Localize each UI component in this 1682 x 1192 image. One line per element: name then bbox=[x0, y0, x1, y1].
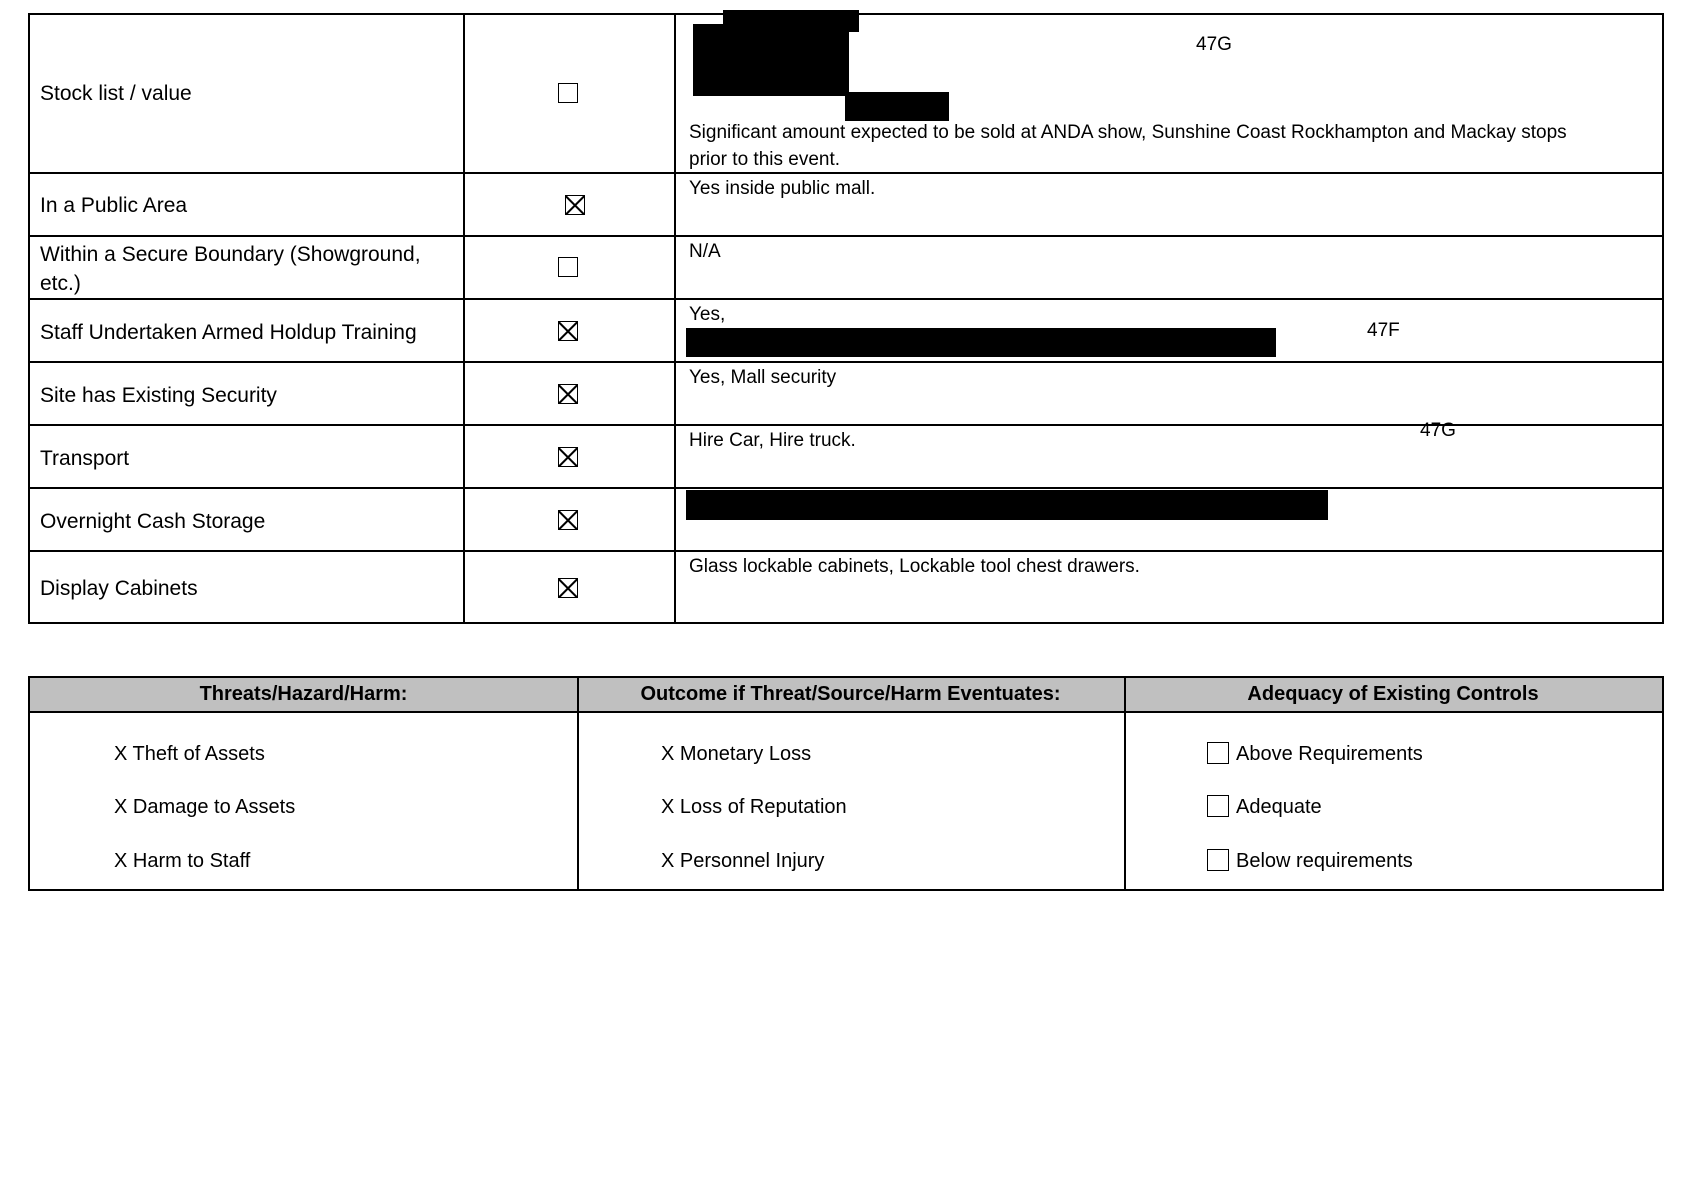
checkbox-below-requirements[interactable] bbox=[1207, 849, 1229, 871]
redaction-block bbox=[686, 328, 1276, 357]
row-divider bbox=[28, 235, 1664, 237]
outcome-item: X Personnel Injury bbox=[661, 850, 825, 872]
row-note-transport: Hire Car, Hire truck. bbox=[689, 430, 856, 451]
row-note-stock-list-line1: Significant amount expected to be sold at ANDA show, Sunshine Coast Rockhampton and Mackay stops bbox=[689, 122, 1567, 143]
row-note-public-area: Yes inside public mall. bbox=[689, 178, 876, 199]
checkbox-above-requirements[interactable] bbox=[1207, 742, 1229, 764]
row-divider bbox=[28, 487, 1664, 489]
checkbox-secure-boundary[interactable] bbox=[558, 257, 578, 277]
row-divider bbox=[28, 361, 1664, 363]
header-adequacy: Adequacy of Existing Controls bbox=[1247, 683, 1539, 705]
column-divider bbox=[1124, 678, 1126, 889]
risk-assessment-table bbox=[28, 676, 1664, 891]
outcome-item: X Loss of Reputation bbox=[661, 796, 847, 818]
exemption-code-47f: 47F bbox=[1367, 320, 1400, 341]
control-label-above-requirements: Above Requirements bbox=[1236, 743, 1423, 765]
redaction-block bbox=[845, 92, 949, 121]
header-threats: Threats/Hazard/Harm: bbox=[199, 683, 408, 705]
exemption-code-47g: 47G bbox=[1196, 34, 1232, 55]
row-label-secure-boundary-line2: etc.) bbox=[40, 272, 81, 295]
row-label-transport: Transport bbox=[40, 447, 130, 470]
row-divider bbox=[28, 550, 1664, 552]
checkbox-transport[interactable] bbox=[558, 447, 578, 467]
redaction-block bbox=[686, 490, 1328, 520]
row-note-display-cabinets: Glass lockable cabinets, Lockable tool chest drawers. bbox=[689, 556, 1140, 577]
row-divider bbox=[28, 424, 1664, 426]
threat-item: X Harm to Staff bbox=[114, 850, 251, 872]
checkbox-overnight-cash-storage[interactable] bbox=[558, 510, 578, 530]
checkbox-adequate[interactable] bbox=[1207, 795, 1229, 817]
checkbox-existing-security[interactable] bbox=[558, 384, 578, 404]
row-label-secure-boundary-line1: Within a Secure Boundary (Showground, bbox=[40, 243, 421, 266]
risk-assessment-header-row bbox=[30, 678, 1662, 713]
row-label-overnight-cash-storage: Overnight Cash Storage bbox=[40, 510, 266, 533]
checkbox-public-area[interactable] bbox=[565, 195, 585, 215]
row-label-display-cabinets: Display Cabinets bbox=[40, 577, 198, 600]
column-divider bbox=[463, 13, 465, 624]
row-note-secure-boundary: N/A bbox=[689, 241, 721, 262]
column-divider bbox=[577, 678, 579, 889]
threat-item: X Theft of Assets bbox=[114, 743, 265, 765]
threat-item: X Damage to Assets bbox=[114, 796, 296, 818]
row-label-stock-list: Stock list / value bbox=[40, 82, 192, 105]
header-outcome: Outcome if Threat/Source/Harm Eventuates: bbox=[640, 683, 1061, 705]
row-label-armed-holdup-training: Staff Undertaken Armed Holdup Training bbox=[40, 321, 417, 344]
row-note-existing-security: Yes, Mall security bbox=[689, 367, 837, 388]
outcome-item: X Monetary Loss bbox=[661, 743, 812, 765]
row-note-armed-holdup-training: Yes, bbox=[689, 304, 726, 325]
checkbox-armed-holdup-training[interactable] bbox=[558, 321, 578, 341]
exemption-code-47g: 47G bbox=[1420, 420, 1456, 441]
row-label-public-area: In a Public Area bbox=[40, 194, 188, 217]
row-divider bbox=[28, 298, 1664, 300]
checkbox-display-cabinets[interactable] bbox=[558, 578, 578, 598]
checkbox-stock-list[interactable] bbox=[558, 83, 578, 103]
row-label-existing-security: Site has Existing Security bbox=[40, 384, 277, 407]
column-divider bbox=[674, 13, 676, 624]
control-label-adequate: Adequate bbox=[1236, 796, 1322, 818]
row-divider bbox=[28, 172, 1664, 174]
row-note-stock-list-line2: prior to this event. bbox=[689, 149, 841, 170]
redaction-block bbox=[693, 24, 849, 96]
control-label-below-requirements: Below requirements bbox=[1236, 850, 1413, 872]
